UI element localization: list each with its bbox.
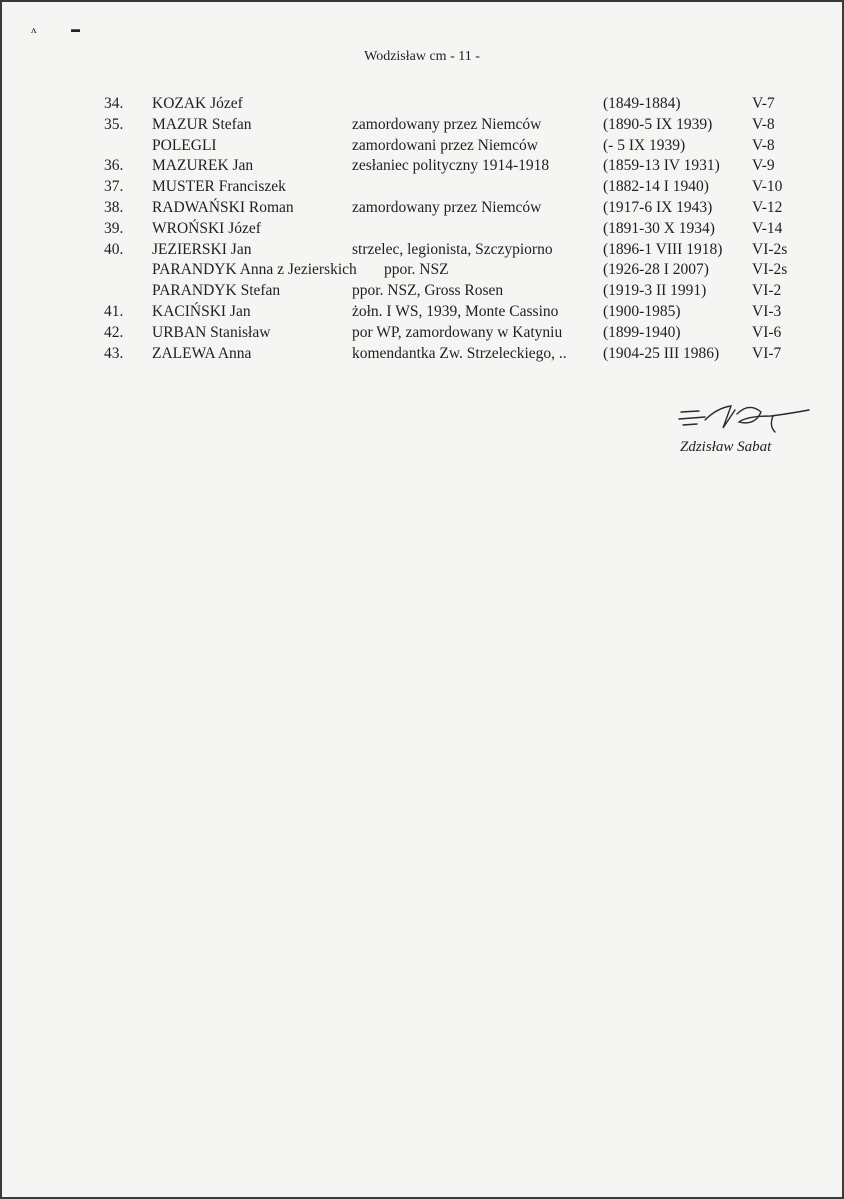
entry-dates: (1919-3 II 1991) — [603, 282, 707, 300]
entry-name: KOZAK Józef — [152, 95, 243, 112]
list-item — [0, 199, 844, 220]
entry-location: V-14 — [752, 219, 783, 237]
list-item — [0, 116, 844, 137]
entry-dates: (1891-30 X 1934) — [603, 219, 715, 237]
entry-name: URBAN Stanisław — [152, 323, 271, 341]
entry-number: 43. — [104, 344, 124, 362]
entry-location: V-8 — [752, 136, 775, 154]
entry-name: KACIŃSKI Jan — [152, 302, 251, 320]
entry-location: V-10 — [752, 178, 783, 196]
list-item — [0, 95, 844, 116]
entry-dates: (1859-13 IV 1931) — [603, 157, 720, 175]
entry-name: WROŃSKI Józef — [152, 219, 261, 237]
list-item — [0, 241, 844, 262]
entry-location: V-9 — [752, 157, 775, 175]
entry-location: VI-3 — [752, 302, 782, 320]
entry-name: MAZUR Stefan — [152, 115, 252, 133]
entry-note: żołn. I WS, 1939, Monte Cassino — [352, 302, 559, 320]
entry-number: 38. — [104, 198, 124, 216]
scan-mark: ▬ — [71, 24, 80, 34]
entry-dates: (1900-1985) — [603, 302, 681, 320]
list-item — [0, 345, 844, 366]
entry-note: zamordowany przez Niemców — [352, 115, 542, 133]
entry-dates: (1890-5 IX 1939) — [603, 115, 713, 133]
signer-name: Zdzisław Sabat — [680, 439, 772, 455]
entry-name: PARANDYK Stefan — [152, 282, 281, 300]
page-header: Wodzisław cm - 11 - — [364, 49, 480, 64]
entry-name: ZALEWA Anna — [152, 344, 252, 362]
entry-location: V-7 — [752, 95, 775, 112]
entry-dates: (1926-28 I 2007) — [603, 261, 709, 279]
entry-number: 41. — [104, 302, 124, 320]
list-item — [0, 220, 844, 241]
entry-number: 36. — [104, 157, 124, 175]
entry-name: RADWAŃSKI Roman — [152, 198, 294, 216]
entry-name: POLEGLI — [152, 136, 217, 154]
entry-name: JEZIERSKI Jan — [152, 240, 252, 258]
list-item — [0, 324, 844, 345]
entry-name: MAZUREK Jan — [152, 157, 254, 175]
entry-location: VI-2 — [752, 282, 782, 300]
entry-number: 39. — [104, 219, 124, 237]
entry-dates: (- 5 IX 1939) — [603, 136, 686, 154]
entry-number: 42. — [104, 323, 124, 341]
entry-note: ppor. NSZ, Gross Rosen — [352, 282, 504, 300]
entry-note: zesłaniec polityczny 1914-1918 — [352, 157, 550, 175]
entry-location: V-8 — [752, 115, 775, 133]
signature-block — [660, 398, 820, 468]
burial-list — [0, 95, 844, 365]
list-item — [0, 303, 844, 324]
handwritten-signature — [675, 398, 815, 440]
entry-location: VI-6 — [752, 323, 782, 341]
entry-name: PARANDYK Anna z Jezierskich — [152, 261, 357, 279]
entry-number: 40. — [104, 240, 124, 258]
entry-note: zamordowany przez Niemców — [352, 198, 542, 216]
list-item — [0, 282, 844, 303]
entry-dates: (1882-14 I 1940) — [603, 178, 709, 196]
entry-location: VI-2s — [752, 261, 788, 279]
scan-mark: ʌ — [31, 24, 37, 36]
entry-number: 34. — [104, 95, 124, 112]
entry-note: komendantka Zw. Strzeleckiego, .. — [352, 344, 567, 362]
entry-location: V-12 — [752, 198, 783, 216]
entry-dates: (1896-1 VIII 1918) — [603, 240, 723, 258]
entry-location: VI-7 — [752, 344, 782, 362]
entry-number: 37. — [104, 178, 124, 196]
entry-note: zamordowani przez Niemców — [352, 136, 538, 154]
entry-note: ppor. NSZ — [384, 261, 449, 279]
entry-dates: (1849-1884) — [603, 95, 681, 112]
entry-dates: (1904-25 III 1986) — [603, 344, 720, 362]
list-item — [0, 178, 844, 199]
list-item — [0, 137, 844, 158]
entry-dates: (1917-6 IX 1943) — [603, 198, 713, 216]
entry-name: MUSTER Franciszek — [152, 178, 286, 196]
list-item — [0, 261, 844, 282]
entry-dates: (1899-1940) — [603, 323, 681, 341]
list-item — [0, 157, 844, 178]
entry-location: VI-2s — [752, 240, 788, 258]
entry-note: strzelec, legionista, Szczypiorno — [352, 240, 553, 258]
entry-number: 35. — [104, 115, 124, 133]
entry-note: por WP, zamordowany w Katyniu — [352, 323, 563, 341]
